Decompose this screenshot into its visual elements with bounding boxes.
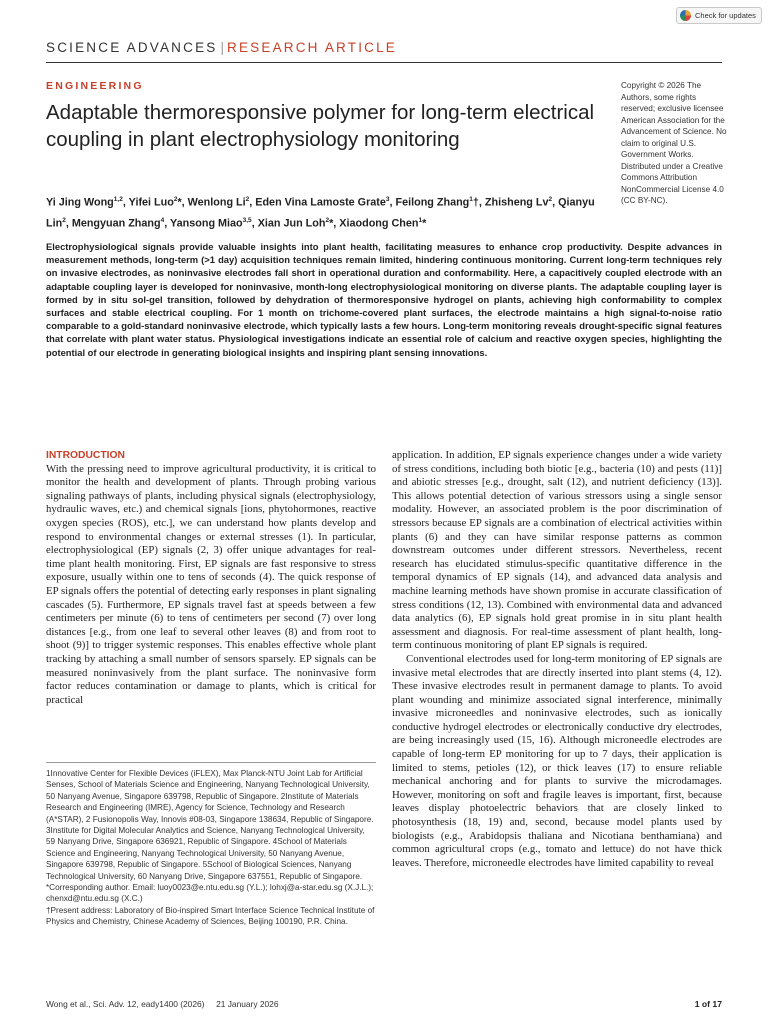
header-separator: | [220, 40, 225, 55]
section-label: ENGINEERING [46, 80, 144, 92]
author-affiliation-marker: 2 [548, 196, 553, 203]
page-number: 1 of 17 [694, 999, 722, 1009]
introduction-heading: INTRODUCTION [46, 450, 125, 461]
author-list: Yi Jing Wong$^{1,2}$, Yifei Luo$^2$*, Wenlong Li$^2$, Eden Vina Lamoste Grate$^3$, Feilong Zhang$^1$†, Zhisheng Lv$^2$, Qianyu Lin$^2$, Mengyuan Zhang$^4$, Yansong Miao$^{3,5}$, Xian Jun Loh$^2$*, Xiaodong Chen$^1$* [46, 196, 595, 230]
citation-footer: Wong et al., Sci. Adv. 12, eady1400 (2026) 21 January 2026 [46, 999, 279, 1009]
crossmark-icon [680, 10, 691, 21]
author-note-marker: * [329, 217, 334, 230]
check-for-updates-badge[interactable] [676, 7, 762, 24]
copyright-notice: Copyright © 2026 The Authors, some rights reserved; exclusive licensee American Association for the Advancement of Science. No claim to original U.S. Government Works. Distributed under a Creative Commons Attribution NonCommercial License 4.0 (CC BY-NC). [621, 81, 727, 205]
abstract: Electrophysiological signals provide valuable insights into plant health, facilitating measures to enhance crop productivity. Despite advances in measurement methods, long-term (>1 day) acquisition techniques remain limited, hindering continuous monitoring. Current long-term techniques rely on invasive electrodes, as noninvasive electrodes fall short in operational duration and conformability. Here, a capacitively coupled electrode with an adaptable coupling layer is developed for noninvasive, month-long electrophysiological monitoring on diverse plants. The adaptable coupling layer is formed by in situ sol-gel transition, followed by dehydration of thermoresponsive hydrogel on plants, achieving high conformability to complex surfaces and stable electrical coupling. For 1 month on trichome-covered plant surfaces, the electrode maintains a high signal-to-noise ratio comparable to a gold-standard noninvasive electrode, which typically lasts a few hours. Long-term monitoring reveals drought-specific signal features that correlate with plant water status. Physiological investigations indicate an essential role of calcium and reactive oxygen species, highlighting the potential of our electrode in generating biological insights and inspiring plant sensing innovations. [46, 241, 722, 358]
author-name: Eden Vina Lamoste Grate [255, 196, 386, 209]
present-address: †Present address: Laboratory of Bio-inspired Smart Interface Science Technical Institute of Physics and Chemistry, Chinese Academy of Sciences, Beijing 100190, P.R. China. [46, 905, 375, 927]
footnote-rule [46, 762, 376, 763]
author-name: Yi Jing Wong [46, 196, 114, 209]
author-name: Wenlong Li [187, 196, 246, 209]
author-affiliation-marker: 2 [245, 196, 250, 203]
article-type: RESEARCH ARTICLE [227, 40, 398, 55]
author-affiliation-marker: 1,2 [113, 196, 123, 203]
author-affiliation-marker: 3 [385, 196, 390, 203]
right-column [392, 449, 722, 870]
header-rule [46, 62, 722, 63]
author-affiliation-marker: 1 [418, 216, 423, 224]
corresponding-author: *Corresponding author. Email: luoy0023@e.ntu.edu.sg (Y.L.); lohxj@a-star.edu.sg (X.J.L.); chenxd@ntu.edu.sg (X.C.) [46, 883, 374, 904]
author-name: Xian Jun Loh [257, 217, 326, 230]
author-name: Zhisheng Lv [484, 196, 549, 209]
author-name: Xiaodong Chen [339, 217, 419, 230]
author-affiliation-marker: 4 [160, 216, 165, 224]
check-for-updates-label: Check for updates [695, 11, 756, 20]
article-title: Adaptable thermoresponsive polymer for long-term electrical coupling in plant electrophysiology monitoring [46, 101, 595, 151]
author-name: Yansong Miao [170, 217, 243, 230]
affiliations: 1Innovative Center for Flexible Devices (iFLEX), Max Planck-NTU Joint Lab for Artificial Senses, School of Materials Science and Engineering, Nanyang Technological University, 50 Nanyang Avenue, Singapore 639798, Republic of Singapore. 2Institute of Materials Research and Engineering (IMRE), Agency for Science, Technology and Research (A*STAR), 2 Fusionopolis Way, Innovis #08-03, Singapore 138634, Republic of Singapore. 3Institute for Digital Molecular Analytics and Science, Nanyang Technological University, 59 Nanyang Drive, Singapore 636921, Republic of Singapore. 4School of Materials Science and Engineering, Nanyang Technological University, 50 Nanyang Avenue, Singapore 639798, Republic of Singapore. 5School of Biological Sciences, Nanyang Technological University, 60 Nanyang Drive, Singapore 637551, Republic of Singapore. [46, 769, 374, 881]
intro-paragraph-3: Conventional electrodes used for long-term monitoring of EP signals are invasive metal electrodes that are directly inserted into plant stems (4, 12). These invasive electrodes result in permanent damage to plants. To avoid plant wounding and minimize associated signal interference, minimally invasive microneedles and noninvasive electrodes, such as ionically conductive hydrogel electrodes or electronically conductive dry electrodes, are being increasingly used (15, 16). Although microneedle electrodes are capable of long-term EP monitoring for up to 7 days, their application is limited to stems, petioles (12), or thick leaves (17) to ensure reliable mechanical anchoring and for plants to survive the microdamages. However, monitoring on soft and fragile leaves is important, first, because leaves display photoelectric behaviors that are closely linked to photosynthesis (18, 19) and, second, because model plants used by biologists (e.g., Arabidopsis thaliana and Nicotiana benthamiana) and common agricultural crops (e.g., tomato and lettuce) do not have thick leaves. Therefore, microneedle electrodes have limited capability to reveal [392, 652, 722, 869]
author-name: Feilong Zhang [395, 196, 470, 209]
intro-paragraph-2: application. In addition, EP signals experience changes under a wide variety of stress conditions, including both biotic [e.g., bacteria (10) and pests (11)] and abiotic stresses [e.g., drought, salt (12), and nutrient deficiency (13)]. This allows potential detection of various stressors using a single sensor modality. However, an associated problem is the poor discrimination of stressors because EP signals are a combination of electrical activities within plants (6) and they can have similar response patterns as common downstream outcomes under different stressors. Nevertheless, recent research has elucidated stimulus-specific quantitative difference in the temporal dynamics of EP signals (14), and advanced data analysis and machine learning methods have shown promise in accurate classification of stress conditions (12, 13). Combined with environmental data and advanced data analytics (6), EP signals hold great promise in in situ plant health assessment and diagnosis. For real-time assessment of plant health, long-term continuous monitoring of plant EP signals is required. [392, 449, 722, 652]
author-note-marker: † [472, 196, 479, 209]
author-name: Yifei Luo [128, 196, 174, 209]
journal-header [46, 40, 397, 55]
author-affiliation-marker: 3,5 [242, 216, 252, 224]
author-name: Qianyu Lin [46, 196, 595, 230]
author-note-marker: * [422, 217, 427, 230]
left-column [46, 449, 376, 707]
author-affiliation-marker: 2 [173, 196, 178, 203]
author-affiliation-marker: 2 [62, 216, 66, 224]
author-name: Mengyuan Zhang [71, 217, 161, 230]
author-affiliation-marker: 1 [469, 196, 473, 203]
author-note-marker: * [177, 196, 182, 209]
journal-name: SCIENCE ADVANCES [46, 40, 218, 55]
author-affiliation-marker: 2 [325, 216, 330, 224]
affiliations-footnotes [46, 768, 376, 928]
intro-paragraph-1: With the pressing need to improve agricultural productivity, it is critical to monitor the health and development of plants. Through probing various signaling pathways of plants, including physical signals (electrophysiology, hydraulic waves, etc.) and chemical signals [ions, phytohormones, reactive oxygen species (ROS), etc.], we can understand how plants develop and respond to environmental changes or external stresses (1). In particular, electrophysiological (EP) signals (2, 3) offer unique advantages for real-time plant health monitoring. First, EP signals are fast responsive to stress exposure, usually within one to tens of seconds (4). The quick response of EP signals offers the potential of detecting early responses in plant signaling cascades (5). Furthermore, EP signals travel fast at speeds between a few centimeters per minute (6) to tens of centimeters per second (7) over long distances [e.g., from one leaf to several other leaves (8) and from root to shoot (9)] to trigger systemic responses. This enables effective whole plant tracking by attaching a small number of sensors sparsely. EP signals can be measured noninvasively from the plant surface. The noninvasive form factor reduces contamination or damage to plants, which is critical for practical [46, 462, 376, 706]
